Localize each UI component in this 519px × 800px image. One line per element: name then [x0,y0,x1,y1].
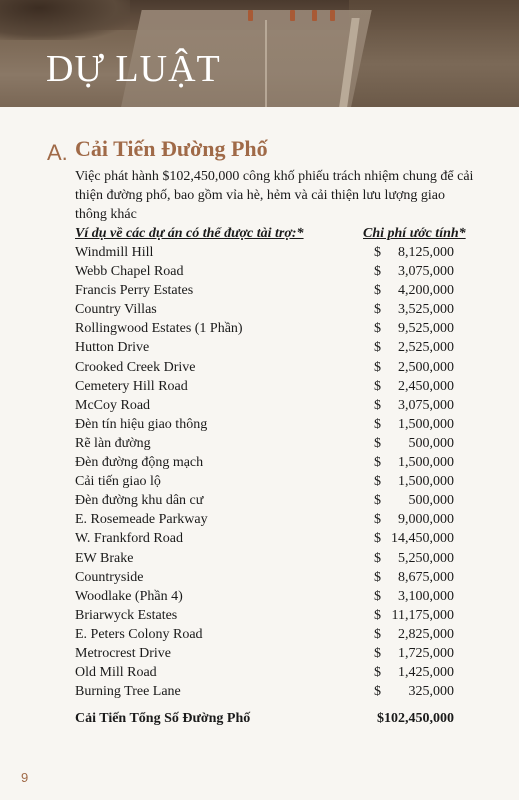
table-row [0,398,519,417]
table-row [0,627,519,646]
project-name: Rollingwood Estates (1 Phần) [75,321,243,337]
currency-symbol: $ [374,531,381,547]
table-row [0,245,519,264]
project-name: McCoy Road [75,397,151,413]
project-cost: 3,525,000 [398,302,454,318]
currency-symbol: $ [374,416,381,432]
table-row [0,302,519,321]
currency-symbol: $ [374,397,381,413]
currency-symbol: $ [374,512,381,528]
banner-trees [0,0,130,40]
header-banner-image [0,0,519,107]
section-description: Việc phát hành $102,450,000 công khố phiếu trách nhiệm chung để cải thiện đường phố, bao gồm vỉa hè, hẻm và cải thiện lưu lượng giao thông khác [75,169,474,222]
project-cost: 3,075,000 [398,264,454,280]
project-cost: 2,825,000 [398,626,454,642]
currency-symbol: $ [374,550,381,566]
table-row [0,379,519,398]
section-letter: A. [47,140,68,165]
project-cost: 9,000,000 [398,512,454,528]
total-amount: $102,450,000 [377,711,454,726]
table-row [0,321,519,340]
project-cost: 1,500,000 [398,474,454,490]
project-cost: 11,175,000 [391,607,454,623]
banner-lane-line [265,20,267,107]
table-row [0,455,519,474]
currency-symbol: $ [374,665,381,681]
currency-symbol: $ [374,340,381,356]
project-name: Woodlake (Phần 4) [75,588,183,604]
project-name: Countryside [75,569,144,585]
currency-symbol: $ [374,474,381,490]
project-name: Rẽ làn đường [75,435,151,451]
page-number: 9 [21,770,29,785]
currency-symbol: $ [374,264,381,280]
currency-symbol: $ [374,283,381,299]
project-cost: 2,525,000 [398,340,454,356]
project-cost: 1,725,000 [398,645,454,661]
banner-roadside [349,0,519,107]
project-cost: 9,525,000 [398,321,454,337]
table-row [0,608,519,627]
project-cost: 1,500,000 [398,455,454,471]
currency-symbol: $ [374,245,381,260]
project-name: Briarwyck Estates [75,607,178,623]
project-name: Cải tiến giao lộ [75,474,161,490]
table-row [0,340,519,359]
page-title: DỰ LUẬT [46,48,221,90]
column-header-cost: Chi phí ước tính* [363,226,466,241]
table-row [0,589,519,608]
project-name: Metrocrest Drive [75,645,172,661]
project-cost: 3,100,000 [398,588,454,604]
table-row [0,360,519,379]
total-label: Cải Tiến Tổng Số Đường Phố [75,711,251,726]
section-title: Cải Tiến Đường Phố [75,136,268,161]
table-row [0,551,519,570]
project-name: W. Frankford Road [75,531,183,547]
table-row [0,493,519,512]
project-name: Country Villas [75,302,157,318]
traffic-cone-icon [290,10,295,21]
table-row [0,474,519,493]
table-row [0,570,519,589]
project-cost: 1,500,000 [398,416,454,432]
project-name: Burning Tree Lane [75,684,181,700]
project-name: EW Brake [75,550,134,566]
project-cost: 14,450,000 [391,531,454,547]
project-name: Crooked Creek Drive [75,359,196,375]
table-row [0,665,519,684]
currency-symbol: $ [374,302,381,318]
project-cost: 325,000 [408,684,454,700]
project-name: Old Mill Road [75,665,157,681]
table-row [0,283,519,302]
project-cost: 8,675,000 [398,569,454,585]
currency-symbol: $ [374,645,381,661]
project-name: Đèn đường khu dân cư [75,493,204,509]
table-row [0,684,519,703]
traffic-cone-icon [330,10,335,21]
currency-symbol: $ [374,569,381,585]
currency-symbol: $ [374,626,381,642]
project-cost: 8,125,000 [398,245,454,260]
currency-symbol: $ [374,684,381,700]
currency-symbol: $ [374,607,381,623]
project-list [0,245,519,703]
project-cost: 500,000 [408,435,454,451]
table-row [0,531,519,550]
currency-symbol: $ [374,321,381,337]
project-name: E. Rosemeade Parkway [75,512,208,528]
project-name: Webb Chapel Road [75,264,184,280]
table-row [0,436,519,455]
table-row [0,264,519,283]
project-name: E. Peters Colony Road [75,626,203,642]
project-name: Hutton Drive [75,340,150,356]
currency-symbol: $ [374,435,381,451]
project-cost: 2,500,000 [398,359,454,375]
total-row [0,711,519,731]
column-header-project: Ví dụ về các dự án có thể được tài trợ:* [75,226,304,241]
project-cost: 3,075,000 [398,397,454,413]
table-row [0,417,519,436]
currency-symbol: $ [374,493,381,509]
project-name: Windmill Hill [75,245,154,260]
table-row [0,646,519,665]
currency-symbol: $ [374,588,381,604]
project-name: Đèn đường động mạch [75,455,204,471]
traffic-cone-icon [312,10,317,21]
project-name: Francis Perry Estates [75,283,194,299]
project-name: Đèn tín hiệu giao thông [75,416,208,432]
project-cost: 5,250,000 [398,550,454,566]
table-row [0,512,519,531]
currency-symbol: $ [374,455,381,471]
project-cost: 4,200,000 [398,283,454,299]
project-name: Cemetery Hill Road [75,378,188,394]
project-cost: 500,000 [408,493,454,509]
currency-symbol: $ [374,378,381,394]
currency-symbol: $ [374,359,381,375]
project-cost: 1,425,000 [398,665,454,681]
traffic-cone-icon [248,10,253,21]
project-cost: 2,450,000 [398,378,454,394]
